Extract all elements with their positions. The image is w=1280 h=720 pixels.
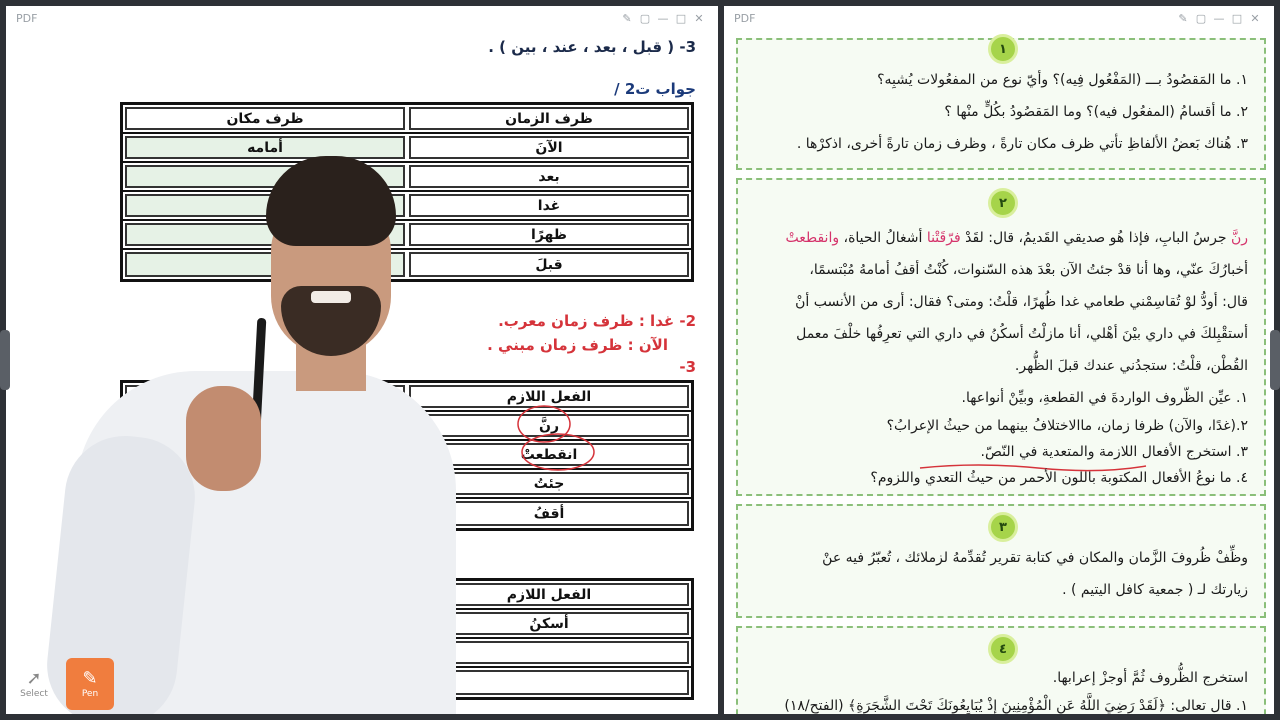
section-number-badge: ٢ xyxy=(988,188,1018,218)
right-pane-title: PDF xyxy=(734,11,756,25)
exercise-section-2 xyxy=(736,178,1266,496)
question-line: ٣. هُناك بَعضُ الألفاظِ تأتي ظرف مكان تارةً ، وظرف زمان تارةً أخرى، اذكرْها . xyxy=(796,136,1248,152)
presenter-image xyxy=(56,156,456,714)
right-document xyxy=(724,30,1274,714)
close-icon[interactable]: ✕ xyxy=(694,11,704,25)
close-icon[interactable]: ✕ xyxy=(1250,11,1260,25)
question-line: ١. ما المَقصُودُ بـــ (المَفْعُول فِيه)؟ وأيّ نوع من المفعُولات يُشبِه؟ xyxy=(877,72,1248,88)
task-line: وظِّفْ ظُروفَ الزَّمان والمكان في كتابة تقرير تُقدِّمهُ لزملائك ، تُعبّرُ فيه عنْ xyxy=(822,550,1248,566)
pen-icon: ✎ xyxy=(82,668,98,689)
split-view-icon[interactable]: ▢ xyxy=(1195,11,1207,25)
table-cell: أمامه xyxy=(125,136,405,159)
pin-icon[interactable]: ✎ xyxy=(1178,11,1188,25)
table-cell: قبلَ xyxy=(409,252,689,277)
task-line: زيارتك لـ ( جمعية كافل اليتيم ) . xyxy=(1062,582,1248,598)
select-tool-button[interactable] xyxy=(10,658,58,710)
presenter-smile xyxy=(311,291,351,303)
left-pane-title: PDF xyxy=(16,11,38,25)
maximize-icon[interactable]: □ xyxy=(1231,11,1243,25)
split-view-icon[interactable]: ▢ xyxy=(639,11,651,25)
presenter-hair xyxy=(266,156,396,246)
table-cell: ظهرًا xyxy=(409,223,689,246)
passage-line: قال: أودُّ لوْ تُقاسِمْني طعامي غدا ظُهرًا، قلْتُ: ومتى؟ فقال: أرى من الأنسب أنْ xyxy=(795,294,1248,310)
question-line: ٢.(غدًا، والآن) ظرفا زمان، ماالاختلافُ بينهما من حيثُ الإعرابُ؟ xyxy=(886,418,1248,434)
passage-text: أشغالُ الحياة، xyxy=(839,230,927,246)
right-pane-titlebar xyxy=(724,6,1274,30)
minimize-icon[interactable]: — xyxy=(1213,11,1225,25)
table-cell: غدا xyxy=(409,194,689,217)
pen-tool-button[interactable] xyxy=(66,658,114,710)
exercise-section-1 xyxy=(736,38,1266,170)
left-pdf-pane[interactable] xyxy=(6,6,718,714)
table-cell: أقفُ xyxy=(409,501,689,526)
answer2-line2: الآن : ظرف زمان مبني . xyxy=(487,336,668,354)
task-line: ١. قال تعالى: ﴿لَقَدْ رَضِيَ اللَّهُ عَنِ الْمُؤْمِنِينَ إِذْ يُبَايِعُونَكَ تَحْتَ الشَّجَرَةِ﴾ (الفتح/١٨) xyxy=(784,698,1248,714)
table-cell: رنَّ xyxy=(409,414,689,437)
passage-line: القُطْن، قلْتُ: ستجدُني عندك قبلَ الظُّهر. xyxy=(1014,358,1248,374)
passage-line: أستقْبِلكَ في داري بيْنَ أهْلي، أنا مازلْتُ أسكُنُ في داري التي تعرِفُها خلْفَ معمل xyxy=(796,326,1248,342)
section-number-badge: ٤ xyxy=(988,634,1018,664)
passage-text: جرسُ البابِ، فإذا هُو صديقي القَديمُ، قال: لقَدْ xyxy=(960,230,1231,246)
table-row xyxy=(123,105,691,134)
question-line: ٢. ما أقسامُ (المفعُول فيه)؟ وما المَقصُودُ بكُلٍّ منْها ؟ xyxy=(944,104,1248,120)
right-edge-toggle[interactable] xyxy=(1270,330,1280,390)
question-line: ١. عيِّن الظّروف الواردةَ في القطعةِ، وبيِّنْ أنواعها. xyxy=(961,390,1248,406)
table-cell: الآنَ xyxy=(409,136,689,159)
annotation-toolbar xyxy=(10,658,114,710)
left-pane-titlebar xyxy=(6,6,718,30)
section-number-badge: ١ xyxy=(988,34,1018,64)
table-header: الفعل اللازم xyxy=(409,385,689,408)
table-cell: جئتُ xyxy=(409,472,689,495)
exercise-section-4 xyxy=(736,626,1266,714)
handwritten-annotation xyxy=(506,402,606,482)
section-number-badge: ٣ xyxy=(988,512,1018,542)
table-cell: انقطعتْ xyxy=(409,443,689,466)
passage-line: أخبارُكَ عنّي، وها أنا قدْ جئتُ الآن بعْدَ هذه السّنوات، كُنْتُ أقفُ أمامهُ مُبْتسمًا، xyxy=(809,262,1248,278)
table-cell: أسكنُ xyxy=(409,612,689,635)
exercise-section-3 xyxy=(736,504,1266,618)
pin-icon[interactable]: ✎ xyxy=(622,11,632,25)
q3-heading: 3- ( قبل ، بعد ، عند ، بين ) . xyxy=(488,38,696,56)
table-cell: بعد xyxy=(409,165,689,188)
minimize-icon[interactable]: — xyxy=(657,11,669,25)
red-verb: رنَّ xyxy=(1230,230,1248,246)
cursor-arrow-icon: ➚ xyxy=(26,668,42,689)
passage-line xyxy=(785,230,1248,246)
answer3-number: 3- xyxy=(679,358,696,376)
question-line: ٤. ما نوعُ الأفعال المكتوبة باللون الأحمر من حيثُ التعدي واللزوم؟ xyxy=(870,470,1248,486)
table-header: ظرف مكان xyxy=(125,107,405,130)
select-tool-label: Select xyxy=(20,689,48,699)
maximize-icon[interactable]: □ xyxy=(675,11,687,25)
red-verb: وانقطعتْ xyxy=(785,230,840,246)
pen-tool-label: Pen xyxy=(81,689,99,699)
answer2-line1: 2- غدا : ظرف زمان معرب. xyxy=(498,312,696,330)
red-verb: فرّقَتْنا xyxy=(926,230,961,246)
table-header: ظرف الزمان xyxy=(409,107,689,130)
table-header: الفعل اللازم xyxy=(409,583,689,606)
task-line: استخرج الظُّروف ثُمَّ أوجزْ إعرابها. xyxy=(1052,670,1248,686)
presenter-hand xyxy=(186,386,261,491)
answer-heading: جواب ت2 / xyxy=(614,80,696,98)
right-pdf-pane[interactable] xyxy=(724,6,1274,714)
left-edge-toggle[interactable] xyxy=(0,330,10,390)
question-line: ٣. استخرج الأفعال اللازمة والمتعدية في النّصّ. xyxy=(980,444,1248,460)
